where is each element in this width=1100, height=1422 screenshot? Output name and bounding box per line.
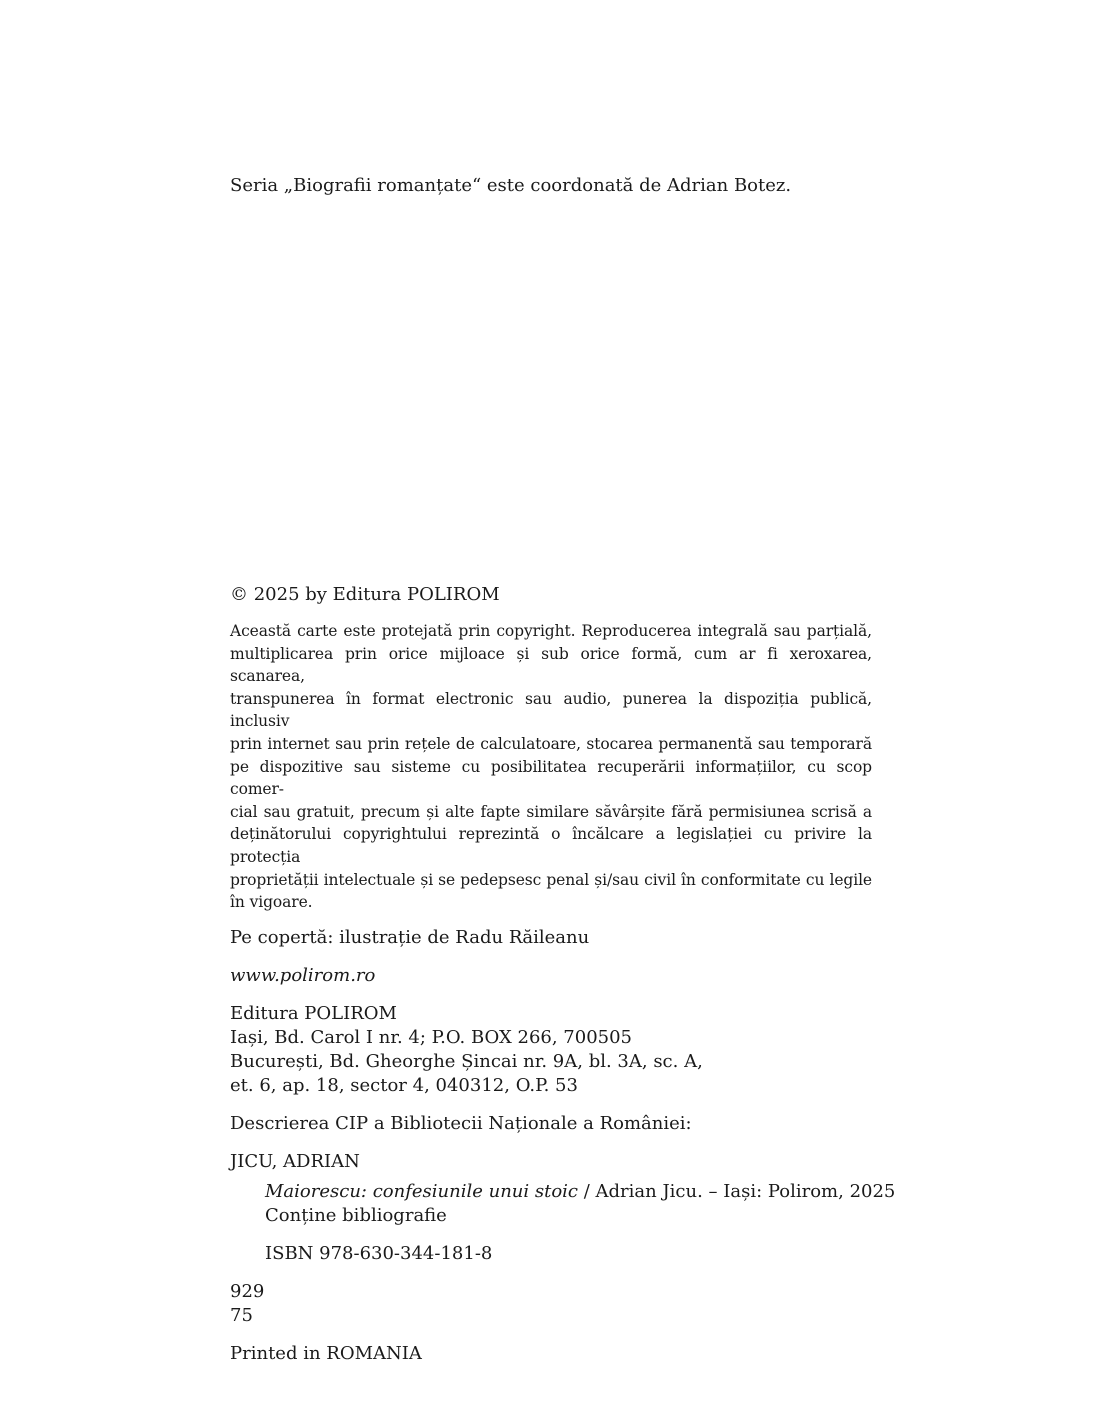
classification-codes [230,1280,872,1328]
series-note: Seria „Biografii romanțate“ este coordonată de Adrian Botez. [230,175,792,196]
cip-title-details: / Adrian Jicu. – Iași: Polirom, 2025 [578,1180,896,1202]
notice-line: prin internet sau prin rețele de calculatoare, stocarea permanentă sau temporară [230,734,872,753]
cip-heading: Descrierea CIP a Bibliotecii Naționale a României: [230,1112,692,1134]
class-code: 75 [230,1304,253,1326]
notice-line: cial sau gratuit, precum și alte fapte similare săvârșite fără permisiunea scrisă a [230,802,872,821]
notice-line: în vigoare. [230,893,313,912]
cip-title-line [265,1180,896,1204]
website-link[interactable]: www.polirom.ro [230,964,376,986]
copyright-title: © 2025 by Editura POLIROM [230,584,500,605]
address-line: Iași, Bd. Carol I nr. 4; P.O. BOX 266, 700505 [230,1026,633,1048]
notice-line: pe dispozitive sau sisteme cu posibilitatea recuperării informațiilor, cu scop comer- [230,757,872,799]
cip-contents: Conține bibliografie [265,1204,447,1226]
address-line: București, Bd. Gheorghe Șincai nr. 9A, bl. 3A, sc. A, [230,1050,703,1072]
publisher-name: Editura POLIROM [230,1002,397,1024]
cip-book-title: Maiorescu: confesiunile unui stoic [265,1180,579,1202]
notice-line: proprietății intelectuale și se pedepsesc penal și/sau civil în conformitate cu legile [230,870,872,889]
cip-isbn: ISBN 978-630-344-181-8 [265,1242,493,1264]
publisher-address [230,1002,872,1098]
cover-credit: Pe copertă: ilustrație de Radu Răileanu [230,926,590,948]
printed-in: Printed in ROMANIA [230,1342,422,1364]
class-code: 929 [230,1280,265,1302]
notice-line: multiplicarea prin orice mijloace și sub orice formă, cum ar fi xeroxarea, scanarea, [230,644,872,686]
notice-line: deținătorului copyrightului reprezintă o încălcare a legislației cu privire la protecția [230,825,872,866]
notice-line: Această carte este protejată prin copyright. Reproducerea integrală sau parțială, [230,622,872,640]
cip-entry [230,1180,896,1266]
address-line: et. 6, ap. 18, sector 4, 040312, O.P. 53 [230,1074,578,1096]
notice-line: transpunerea în format electronic sau audio, punerea la dispoziția publică, inclusiv [230,689,872,731]
cip-author: JICU, ADRIAN [230,1150,360,1172]
copyright-block [230,583,896,1366]
copyright-notice [230,620,872,914]
